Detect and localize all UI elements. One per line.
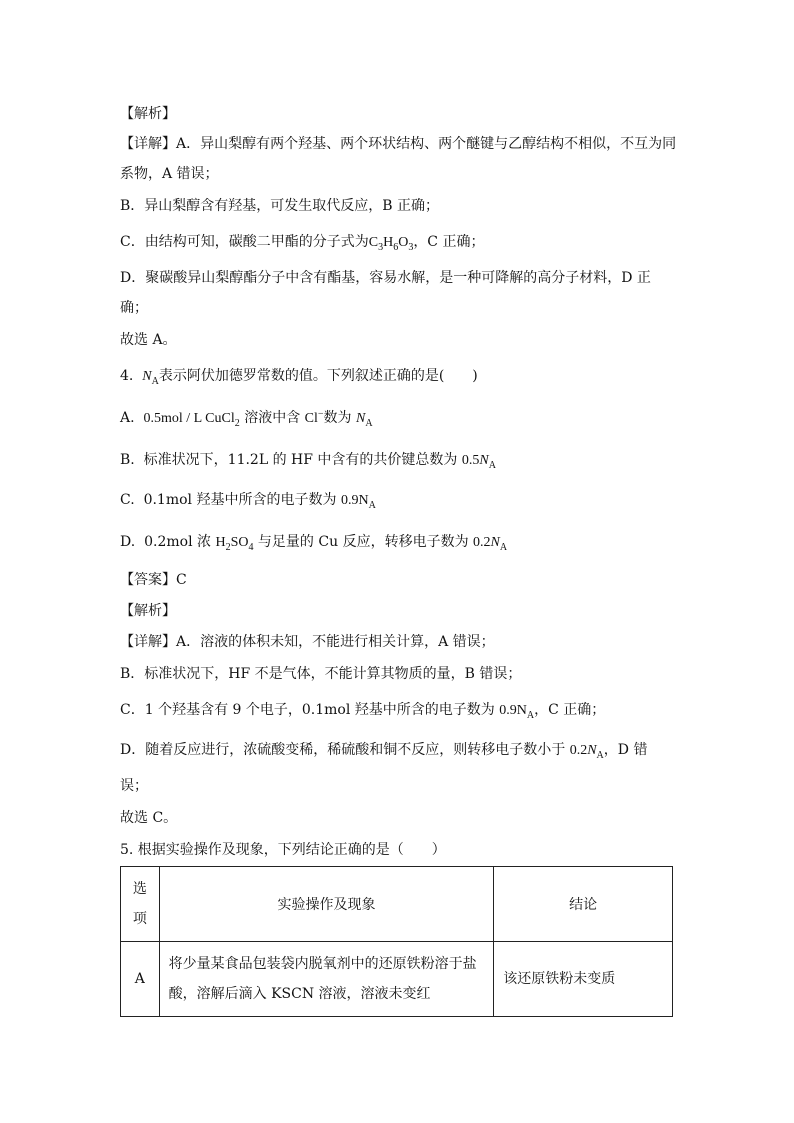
- conclusion-3: 故选 A。: [120, 332, 177, 348]
- option-b: B. 标准状况下，11.2L 的 HF 中含有的共价键总数为 $0.5N_A$: [120, 452, 496, 471]
- experiment-table: [120, 866, 673, 1017]
- detail-4-d-line1: D．随着反应进行，浓硫酸变稀，稀硫酸和铜不反应，则转移电子数小于 $0.2N_A$，D 错: [120, 742, 648, 761]
- header-operation: 实验操作及现象: [159, 867, 494, 942]
- detail-4-c: C．1 个羟基含有 9 个电子，0.1mol 羟基中所含的电子数为 $0.9N_A$，C 正确；: [120, 702, 606, 721]
- detail-c: C．由结构可知，碳酸二甲酯的分子式为$C_3H_6O_3$，C 正确；: [120, 234, 485, 253]
- formula-c3h6o3: $C_3H_6O_3$: [368, 235, 414, 253]
- option-d: D. 0.2mol 浓 $H_2SO_4$ 与足量的 Cu 反应，转移电子数为 $0.2N_A$: [120, 534, 508, 553]
- header-option: 选 项: [121, 867, 160, 942]
- detail-b: B．异山梨醇含有羟基，可发生取代反应，B 正确；: [120, 198, 440, 214]
- option-c: C. 0.1mol 羟基中所含的电子数为 $0.9N_A$: [120, 492, 376, 511]
- analysis-header: 【解析】: [120, 106, 176, 122]
- question-5-stem: 5. 根据实验操作及现象，下列结论正确的是（ ）: [120, 842, 446, 858]
- conclusion-4: 故选 C。: [120, 810, 178, 826]
- detail-d-line1: D．聚碳酸异山梨醇酯分子中含有酯基，容易水解，是一种可降解的高分子材料，D 正: [120, 270, 651, 286]
- row-a-conclusion: 该还原铁粉未变质: [494, 942, 673, 1017]
- detail-a-line2: 系物，A 错误；: [120, 166, 219, 182]
- detail-a-line1: 【详解】A．异山梨醇有两个羟基、两个环状结构、两个醚键与乙醇结构不相似，不互为同: [120, 136, 677, 152]
- detail-4-d-line2: 误；: [120, 778, 148, 794]
- row-a-operation: 将少量某食品包装袋内脱氧剂中的还原铁粉溶于盐 酸，溶解后滴入 KSCN 溶液，溶液未变红: [159, 942, 494, 1017]
- answer-4: 【答案】C: [120, 572, 187, 588]
- question-4-stem: 4. $N_A$表示阿伏加德罗常数的值。下列叙述正确的是( ): [120, 368, 478, 387]
- detail-d-line2: 确；: [120, 300, 148, 316]
- detail-4-b: B．标准状况下，HF 不是气体，不能计算其物质的量，B 错误；: [120, 666, 522, 682]
- formula-h2so4: $H_2SO_4$: [215, 535, 254, 553]
- header-conclusion: 结论: [494, 867, 673, 942]
- row-a-label: A: [121, 942, 160, 1017]
- detail-4-a: 【详解】A．溶液的体积未知，不能进行相关计算，A 错误；: [120, 634, 495, 650]
- table-header-row: [121, 867, 673, 942]
- analysis-header-4: 【解析】: [120, 603, 176, 619]
- table-row: [121, 942, 673, 1017]
- option-a: A. 0.5mol / L CuCl$_2$ 溶液中含 Cl−数为 $N_A$: [120, 408, 373, 429]
- na-symbol: N: [142, 369, 152, 384]
